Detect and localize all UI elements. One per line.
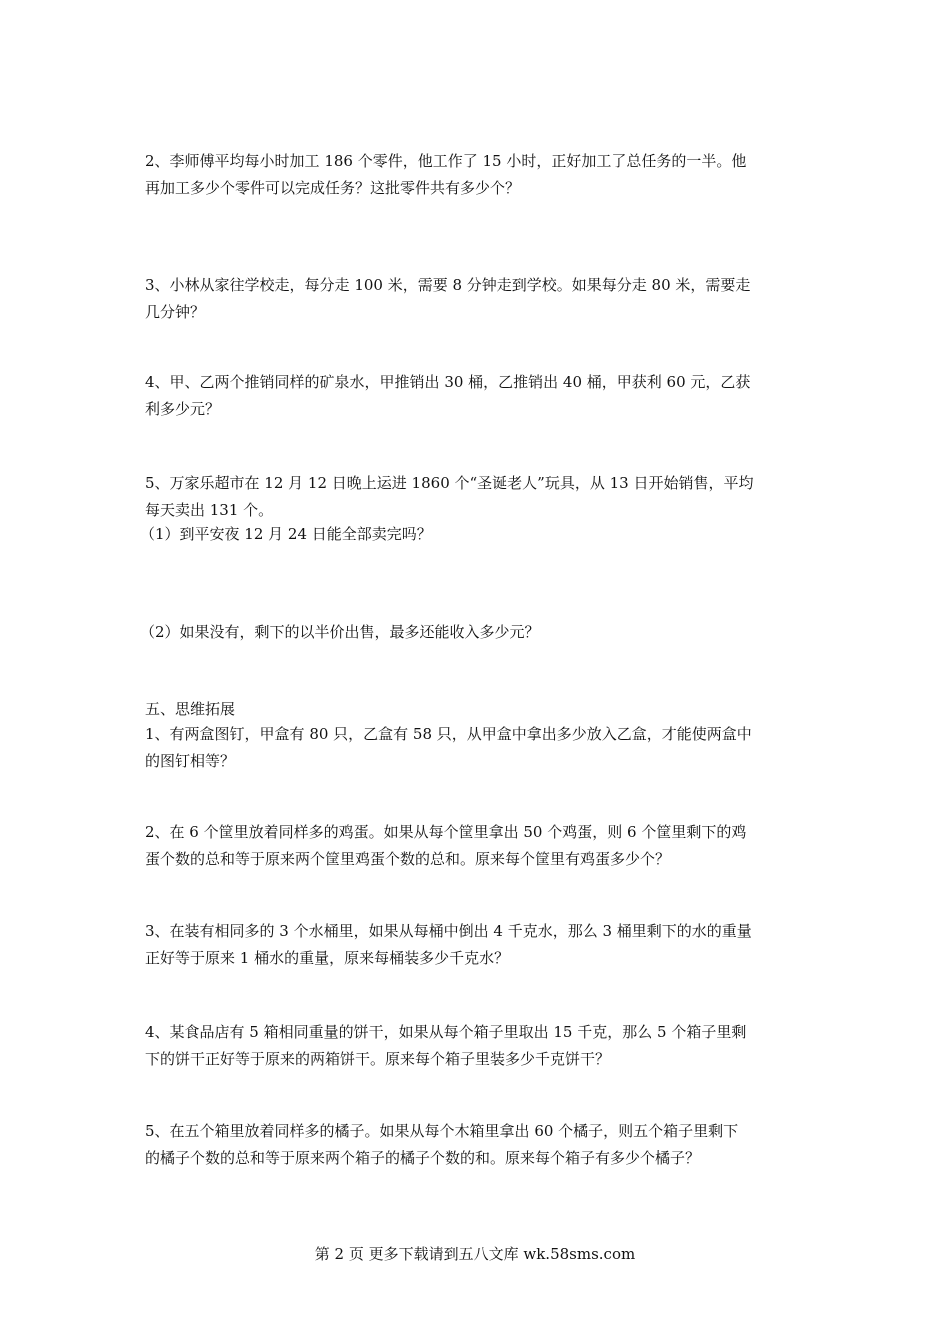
problem-2-line-2: 再加工多少个零件可以完成任务？这批零件共有多少个？ xyxy=(145,179,521,197)
problem-5-subquestion-2 xyxy=(140,619,805,646)
extension-problem-4-line-2: 下的饼干正好等于原来的两箱饼干。原来每个箱子里装多少千克饼干？ xyxy=(145,1050,611,1068)
problem-4-line-2: 利多少元？ xyxy=(145,400,221,418)
problem-3 xyxy=(145,272,810,326)
extension-problem-2 xyxy=(145,819,810,873)
extension-problem-1-line-2: 的图钉相等？ xyxy=(145,752,236,770)
section-5-heading xyxy=(145,696,810,723)
extension-problem-5-line-2: 的橘子个数的总和等于原来两个箱子的橘子个数的和。原来每个箱子有多少个橘子？ xyxy=(145,1149,701,1167)
extension-problem-5-line-1: 5、在五个箱里放着同样多的橘子。如果从每个木箱里拿出 60 个橘子，则五个箱子里剩下 xyxy=(145,1122,739,1140)
problem-2 xyxy=(145,148,810,202)
problem-5-line-1: 5、万家乐超市在 12 月 12 日晚上运进 1860 个“圣诞老人”玩具，从 13 日开始销售，平均 xyxy=(145,474,754,492)
extension-problem-3-line-2: 正好等于原来 1 桶水的重量，原来每桶装多少千克水？ xyxy=(145,949,510,967)
extension-problem-4 xyxy=(145,1019,810,1073)
problem-5-line-2: 每天卖出 131 个。 xyxy=(145,501,274,519)
extension-problem-1-line-1: 1、有两盒图钉，甲盒有 80 只，乙盒有 58 只，从甲盒中拿出多少放入乙盒，才能使两盒中 xyxy=(145,725,752,743)
extension-problem-4-line-1: 4、某食品店有 5 箱相同重量的饼干，如果从每个箱子里取出 15 千克，那么 5 个箱子里剩 xyxy=(145,1023,747,1041)
problem-3-line-1: 3、小林从家往学校走，每分走 100 米，需要 8 分钟走到学校。如果每分走 80 米，需要走 xyxy=(145,276,751,294)
problem-3-line-2: 几分钟？ xyxy=(145,303,206,321)
extension-problem-3-line-1: 3、在装有相同多的 3 个水桶里，如果从每桶中倒出 4 千克水，那么 3 桶里剩下的水的重量 xyxy=(145,922,752,940)
problem-5 xyxy=(145,470,810,524)
extension-problem-3 xyxy=(145,918,810,972)
extension-problem-2-line-2: 蛋个数的总和等于原来两个筐里鸡蛋个数的总和。原来每个筐里有鸡蛋多少个？ xyxy=(145,850,671,868)
problem-5-subquestion-1 xyxy=(140,521,805,548)
extension-problem-1 xyxy=(145,721,810,775)
page-footer: 第 2 页 更多下载请到五八文库 wk.58sms.com xyxy=(314,1245,636,1263)
problem-5-subquestion-1-text: （1）到平安夜 12 月 24 日能全部卖完吗？ xyxy=(140,525,432,543)
section-5-heading-text: 五、思维拓展 xyxy=(145,700,236,718)
problem-2-line-1: 2、李师傅平均每小时加工 186 个零件，他工作了 15 小时，正好加工了总任务的一半。他 xyxy=(145,152,747,170)
extension-problem-2-line-1: 2、在 6 个筐里放着同样多的鸡蛋。如果从每个筐里拿出 50 个鸡蛋，则 6 个筐里剩下的鸡 xyxy=(145,823,747,841)
problem-4-line-1: 4、甲、乙两个推销同样的矿泉水，甲推销出 30 桶，乙推销出 40 桶，甲获利 60 元，乙获 xyxy=(145,373,751,391)
extension-problem-5 xyxy=(145,1118,810,1172)
problem-5-subquestion-2-text: （2）如果没有，剩下的以半价出售，最多还能收入多少元？ xyxy=(140,623,540,641)
problem-4 xyxy=(145,369,810,423)
